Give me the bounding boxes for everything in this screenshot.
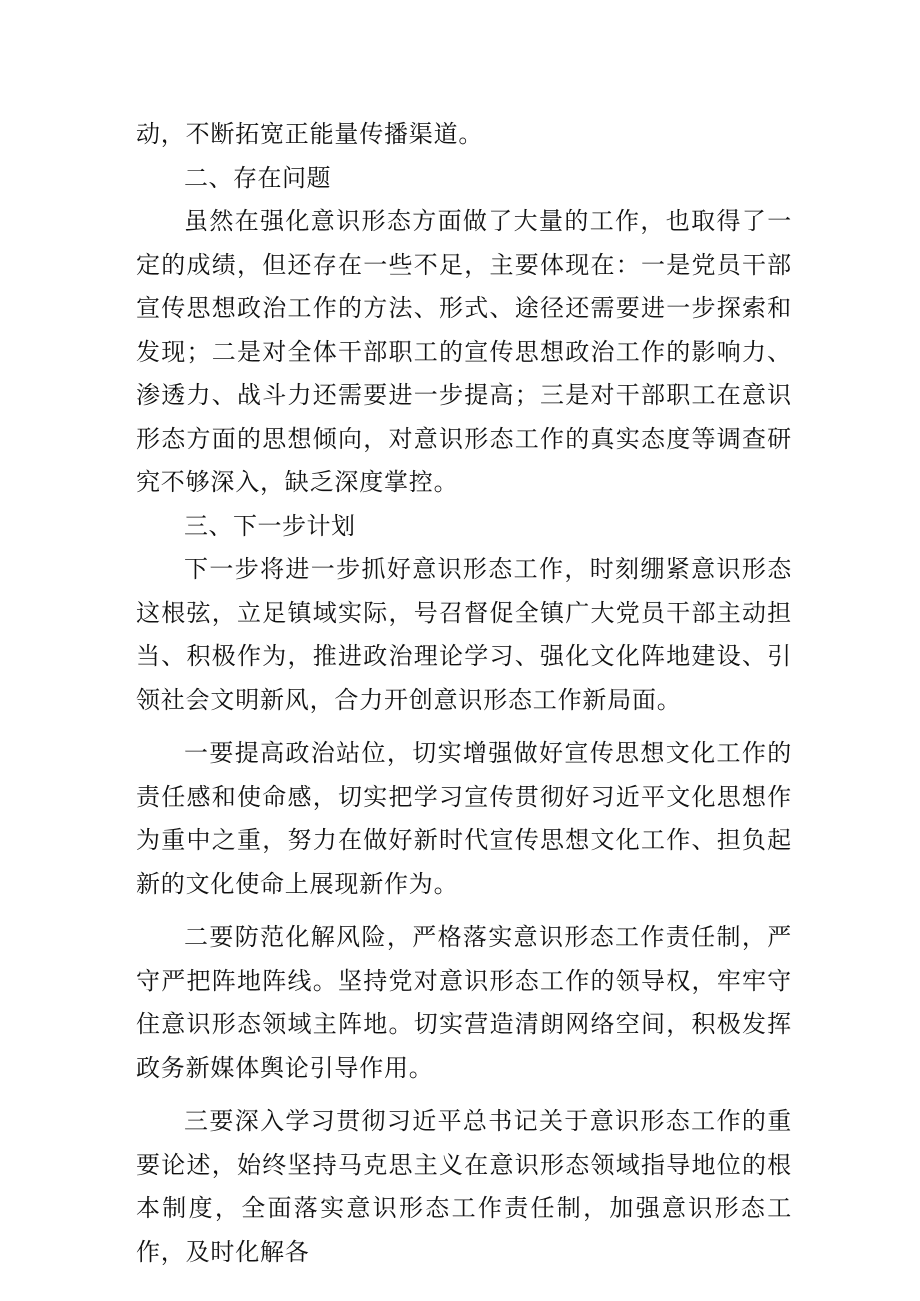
paragraph-continuation: 动，不断拓宽正能量传播渠道。	[136, 120, 484, 148]
paragraph-next-plan-item-1: 一要提高政治站位，切实增强做好宣传思想文化工作的责任感和使命感，切实把学习宣传贯彻好习近平文化思想作为重中之重，努力在做好新时代宣传思想文化工作、担负起新的文化使命上展现新作为。	[136, 739, 792, 898]
paragraph-problems: 虽然在强化意识形态方面做了大量的工作，也取得了一定的成绩，但还存在一些不足，主要体现在：一是党员干部宣传思想政治工作的方法、形式、途径还需要进一步探索和发现；二是对全体干部职工的宣传思想政治工作的影响力、渗透力、战斗力还需要进一步提高；三是对干部职工在意识形态方面的思想倾向，对意识形态工作的真实态度等调查研究不够深入，缺乏深度掌控。	[136, 207, 792, 496]
paragraph-next-plan-intro: 下一步将进一步抓好意识形态工作，时刻绷紧意识形态这根弦，立足镇域实际，号召督促全镇广大党员干部主动担当、积极作为，推进政治理论学习、强化文化阵地建设、引领社会文明新风，合力开创意识形态工作新局面。	[136, 555, 792, 714]
section-heading-next-plan: 三、下一步计划	[184, 511, 356, 540]
section-heading-problems: 二、存在问题	[184, 163, 331, 192]
paragraph-next-plan-item-2: 二要防范化解风险，严格落实意识形态工作责任制，严守严把阵地阵线。坚持党对意识形态工作的领导权，牢牢守住意识形态领域主阵地。切实营造清朗网络空间，积极发挥政务新媒体舆论引导作用。	[136, 923, 792, 1082]
document-body	[136, 113, 792, 1274]
paragraph-next-plan-item-3: 三要深入学习贯彻习近平总书记关于意识形态工作的重要论述，始终坚持马克思主义在意识形态领域指导地位的根本制度，全面落实意识形态工作责任制，加强意识形态工作，及时化解各	[136, 1107, 792, 1266]
